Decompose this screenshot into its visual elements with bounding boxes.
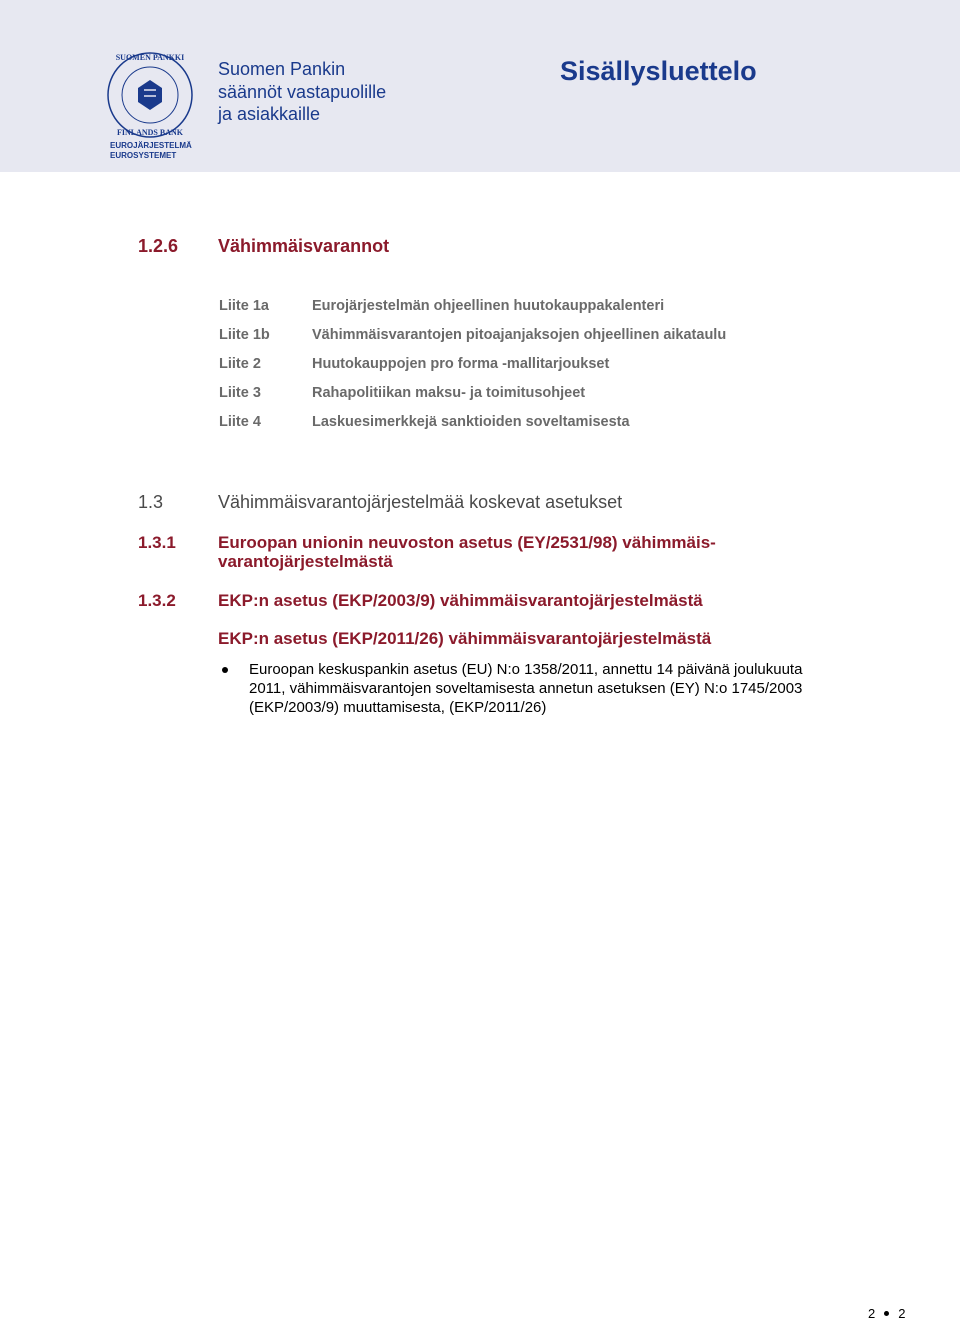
section-number: 1.3.1	[138, 533, 176, 552]
document-title: Sisällysluettelo	[560, 56, 757, 86]
org-name-line-1: Suomen Pankin	[218, 59, 346, 79]
appendix-title: Laskuesimerkkejä sanktioiden soveltamisesta	[312, 414, 630, 430]
footer-page-right: 2	[898, 1306, 906, 1321]
appendix-label: Liite 1b	[219, 327, 270, 343]
svg-text:EUROJÄRJESTELMÄ: EUROJÄRJESTELMÄ	[110, 141, 192, 150]
section-subtitle: EKP:n asetus (EKP/2011/26) vähimmäisvarantojärjestelmästä	[218, 629, 712, 648]
bullet-line-3: (EKP/2003/9) muuttamisesta, (EKP/2011/26)	[249, 699, 547, 716]
section-number: 1.3	[138, 492, 164, 512]
appendix-label: Liite 3	[219, 385, 261, 401]
svg-text:EUROSYSTEMET: EUROSYSTEMET	[110, 151, 177, 160]
appendix-title: Rahapolitiikan maksu- ja toimitusohjeet	[312, 385, 586, 401]
svg-text:FINLANDS BANK: FINLANDS BANK	[116, 128, 184, 137]
bullet-icon	[222, 667, 228, 673]
section-title: EKP:n asetus (EKP/2003/9) vähimmäisvarantojärjestelmästä	[218, 591, 703, 610]
bullet-line-1: Euroopan keskuspankin asetus (EU) N:o 1358/2011, annettu 14 päivänä joulukuuta	[249, 661, 803, 678]
section-title-line-1: Euroopan unionin neuvoston asetus (EY/2531/98) vähimmäis-	[218, 533, 716, 552]
section-title: Vähimmäisvarantojärjestelmää koskevat asetukset	[218, 492, 623, 512]
organization-name	[218, 58, 386, 126]
bullet-item	[249, 660, 859, 717]
appendix-label: Liite 2	[219, 356, 261, 372]
page-header	[0, 0, 960, 172]
appendix-label: Liite 4	[219, 414, 261, 430]
section-number: 1.3.2	[138, 591, 176, 610]
bullet-line-2: 2011, vähimmäisvarantojen soveltamisesta annetun asetuksen (EY) N:o 1745/2003	[249, 680, 803, 697]
appendix-title: Vähimmäisvarantojen pitoajanjaksojen ohjeellinen aikataulu	[312, 327, 727, 343]
finlands-bank-seal-icon	[100, 50, 220, 170]
section-title: Vähimmäisvarannot	[218, 236, 390, 256]
appendix-title: Huutokauppojen pro forma -mallitarjoukset	[312, 356, 610, 372]
svg-text:SUOMEN PANKKI: SUOMEN PANKKI	[115, 53, 185, 62]
org-name-line-3: ja asiakkaille	[218, 104, 321, 124]
section-number: 1.2.6	[138, 236, 179, 256]
org-name-line-2: säännöt vastapuolille	[218, 81, 387, 102]
footer-dot-icon	[884, 1311, 889, 1316]
section-title-line-2: varantojärjestelmästä	[218, 552, 393, 571]
footer-page-left: 2	[868, 1306, 876, 1321]
appendix-label: Liite 1a	[219, 298, 269, 314]
appendix-title: Eurojärjestelmän ohjeellinen huutokauppakalenteri	[312, 298, 665, 314]
